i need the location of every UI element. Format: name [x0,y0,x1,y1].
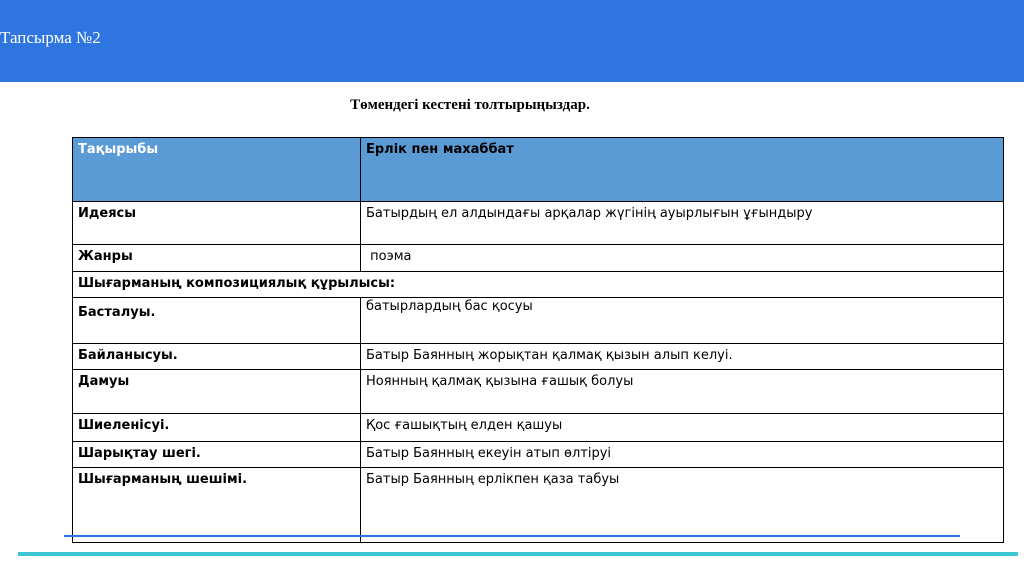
row-label: Жанры [73,245,361,272]
row-value: Батыр Баянның жорықтан қалмақ қызын алып келуі. [361,344,1004,370]
bottom-accent-line [18,552,1018,556]
header-bar [0,0,1024,82]
table-row [73,468,1004,543]
header-cell-topic-value: Ерлік пен махаббат [361,138,1004,202]
row-value: Ноянның қалмақ қызына ғашық болуы [361,370,1004,414]
header-cell-topic: Тақырыбы [73,138,361,202]
row-value: Батыр Баянның ерлікпен қаза табуы [361,468,1004,543]
row-label: Шиеленісуі. [73,414,361,442]
row-value: Батырдың ел алдындағы арқалар жүгінің ауырлығын ұғындыру [361,202,1004,245]
section-label: Шығарманың композициялық құрылысы: [73,272,1004,298]
table-row [73,344,1004,370]
table-row [73,245,1004,272]
instruction-text: Төмендегі кестені толтырыңыздар. [350,97,590,113]
row-value: Қос ғашықтың елден қашуы [361,414,1004,442]
table-row [73,442,1004,468]
row-label: Шығарманың шешімі. [73,468,361,543]
row-label: Шарықтау шегі. [73,442,361,468]
row-label: Басталуы. [73,298,361,344]
table-row [73,298,1004,344]
table-header-row [73,138,1004,202]
under-table-rule [64,535,960,537]
table-section-row [73,272,1004,298]
table-row [73,414,1004,442]
row-label: Дамуы [73,370,361,414]
slide-title: Тапсырма №2 [0,28,101,47]
row-value: Батыр Баянның екеуін атып өлтіруі [361,442,1004,468]
literature-analysis-table [72,137,1004,543]
row-label: Идеясы [73,202,361,245]
table-row [73,370,1004,414]
table-row [73,202,1004,245]
row-value: батырлардың бас қосуы [361,298,1004,344]
row-label: Байланысуы. [73,344,361,370]
row-value: поэма [361,245,1004,272]
